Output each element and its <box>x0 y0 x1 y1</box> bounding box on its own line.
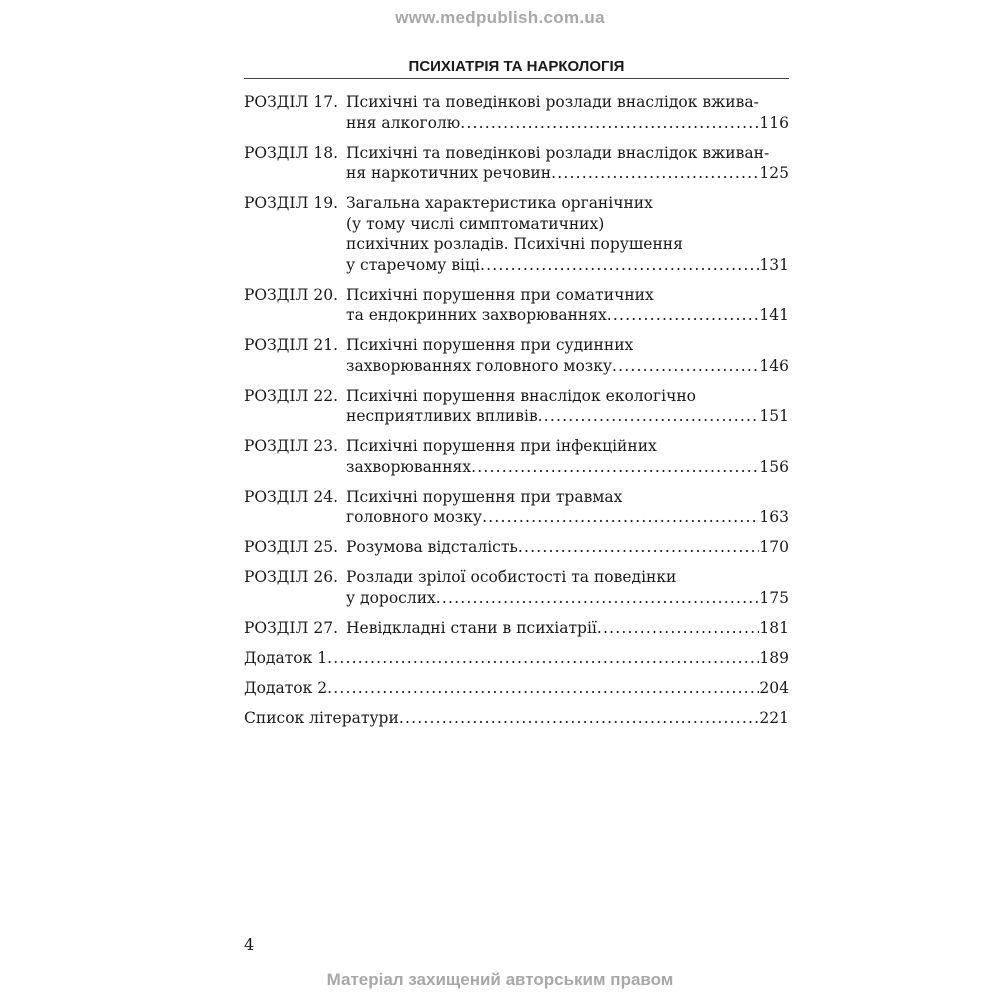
toc-entry <box>244 436 789 477</box>
toc-title-line: психічних розладів. Психічні порушення <box>346 235 683 253</box>
toc-entry-title <box>346 537 789 558</box>
toc-title-line: Психічні та поведінкові розлади внаслідок вживан- <box>346 143 770 162</box>
toc-entry <box>244 193 789 275</box>
toc-entry <box>244 537 789 558</box>
toc-title-line: Розумова відсталість <box>346 538 518 556</box>
toc-title-last-line <box>346 255 789 276</box>
dot-leader <box>327 678 759 699</box>
toc-page-number[interactable]: 221 <box>759 708 789 727</box>
toc-title-last-line <box>346 305 789 326</box>
toc-entry-label: РОЗДІЛ 17. <box>244 93 339 111</box>
toc-entry-label: РОЗДІЛ 24. <box>244 487 339 506</box>
toc-page-number[interactable]: 141 <box>759 306 789 324</box>
toc-title-line: ння алкоголю <box>346 113 461 132</box>
dot-leader <box>480 255 759 276</box>
toc-title-last-line <box>346 618 789 639</box>
publisher-url-watermark: www.medpublish.com.ua <box>395 8 605 27</box>
toc-title-last-line <box>346 163 789 184</box>
toc-entry-title <box>244 708 789 729</box>
toc-title-line: у дорослих <box>346 588 436 607</box>
toc-title-line: Психічні порушення при травмах <box>346 487 623 506</box>
toc-page-number[interactable]: 175 <box>759 588 789 607</box>
dot-leader <box>607 305 760 326</box>
toc-entry-title <box>346 285 789 326</box>
dot-leader <box>460 113 759 134</box>
toc-title-line: головного мозку <box>346 508 483 526</box>
toc-page-number[interactable]: 125 <box>759 164 789 182</box>
toc-title-line: Психічні порушення при інфекційних <box>346 437 657 455</box>
toc-entry-title <box>244 648 789 669</box>
toc-page-number[interactable]: 170 <box>759 538 789 556</box>
toc-entry-title <box>244 678 789 699</box>
toc-entry-label: РОЗДІЛ 26. <box>244 568 339 586</box>
toc-title-line: ня наркотичних речовин <box>346 164 552 182</box>
dot-leader <box>612 356 759 377</box>
toc-title-line: Психічні порушення внаслідок екологічно <box>346 386 696 405</box>
dot-leader <box>597 618 760 639</box>
toc-entry-label: РОЗДІЛ 19. <box>244 194 339 212</box>
toc-entry <box>244 678 789 699</box>
toc-title-line: Список літератури <box>244 708 399 727</box>
toc-entry-title <box>346 193 789 275</box>
toc-title-line: Психічні порушення при соматичних <box>346 285 654 304</box>
toc-title-line: несприятливих впливів <box>346 407 538 425</box>
toc-entry <box>244 567 789 608</box>
toc-title-last-line <box>346 457 789 478</box>
toc-entry <box>244 143 789 184</box>
toc-title-line: Додаток 2 <box>244 678 328 697</box>
toc-title-last-line <box>346 113 789 134</box>
dot-leader <box>538 406 760 427</box>
toc-entry-label: РОЗДІЛ 18. <box>244 143 339 162</box>
dot-leader <box>551 163 759 184</box>
toc-page-number[interactable]: 189 <box>759 648 789 667</box>
toc-entry-label: РОЗДІЛ 20. <box>244 285 339 304</box>
toc-title-line: Невідкладні стани в психіатрії <box>346 618 597 637</box>
toc-entry <box>244 285 789 326</box>
toc-entry-label: РОЗДІЛ 21. <box>244 336 339 354</box>
toc-entry <box>244 335 789 376</box>
toc-title-line: Загальна характеристика органічних <box>346 194 653 212</box>
dot-leader <box>327 648 759 669</box>
toc-title-line: у старечому віці <box>346 255 480 274</box>
toc-title-line: Додаток 1 <box>244 648 328 667</box>
toc-entry <box>244 648 789 669</box>
toc-entry-title <box>346 386 789 427</box>
toc-page-number[interactable]: 156 <box>759 457 789 476</box>
toc-entry-label: РОЗДІЛ 23. <box>244 437 339 455</box>
toc-entry <box>244 708 789 729</box>
toc-page-number[interactable]: 146 <box>759 356 789 375</box>
page-number: 4 <box>244 935 255 954</box>
toc-entry <box>244 386 789 427</box>
toc-page-number[interactable]: 204 <box>759 678 789 697</box>
toc-page-number[interactable]: 151 <box>759 407 789 425</box>
toc-title-last-line <box>244 648 789 669</box>
dot-leader <box>436 588 760 609</box>
toc-page-number[interactable]: 131 <box>759 255 789 274</box>
header-rule <box>244 78 789 79</box>
dot-leader <box>518 537 760 558</box>
toc-page-number[interactable]: 163 <box>759 508 789 526</box>
toc-title-line: захворюваннях головного мозку <box>346 356 613 375</box>
toc-entry-title <box>346 567 789 608</box>
toc-entry-title <box>346 335 789 376</box>
toc-entry <box>244 487 789 528</box>
toc-entry-title <box>346 436 789 477</box>
toc-entry-title <box>346 92 789 133</box>
toc-entry-label: РОЗДІЛ 25. <box>244 538 339 556</box>
toc-title-last-line <box>346 537 789 558</box>
table-of-contents <box>244 92 789 738</box>
toc-title-line: Психічні та поведінкові розлади внаслідок вжива- <box>346 93 759 111</box>
toc-entry-label: РОЗДІЛ 22. <box>244 386 339 405</box>
toc-entry-label: РОЗДІЛ 27. <box>244 618 339 637</box>
toc-entry <box>244 618 789 639</box>
running-head: ПСИХІАТРІЯ ТА НАРКОЛОГІЯ <box>408 58 625 75</box>
toc-title-last-line <box>244 678 789 699</box>
toc-page-number[interactable]: 181 <box>759 618 789 637</box>
dot-leader <box>471 457 759 478</box>
toc-entry-title <box>346 618 789 639</box>
toc-title-last-line <box>346 588 789 609</box>
toc-title-last-line <box>346 406 789 427</box>
toc-entry-title <box>346 143 789 184</box>
toc-title-last-line <box>244 708 789 729</box>
dot-leader <box>399 708 760 729</box>
toc-title-last-line <box>346 507 789 528</box>
toc-entry-title <box>346 487 789 528</box>
copyright-watermark: Матеріал захищений авторським правом <box>326 970 674 989</box>
toc-title-line: Розлади зрілої особистості та поведінки <box>346 568 677 586</box>
toc-title-line: (у тому числі симптоматичних) <box>346 214 605 233</box>
toc-title-line: та ендокринних захворюваннях <box>346 306 607 324</box>
toc-title-line: захворюваннях <box>346 457 472 476</box>
toc-title-line: Психічні порушення при судинних <box>346 336 634 354</box>
toc-title-last-line <box>346 356 789 377</box>
toc-page-number[interactable]: 116 <box>759 113 789 132</box>
dot-leader <box>482 507 759 528</box>
toc-entry <box>244 92 789 133</box>
